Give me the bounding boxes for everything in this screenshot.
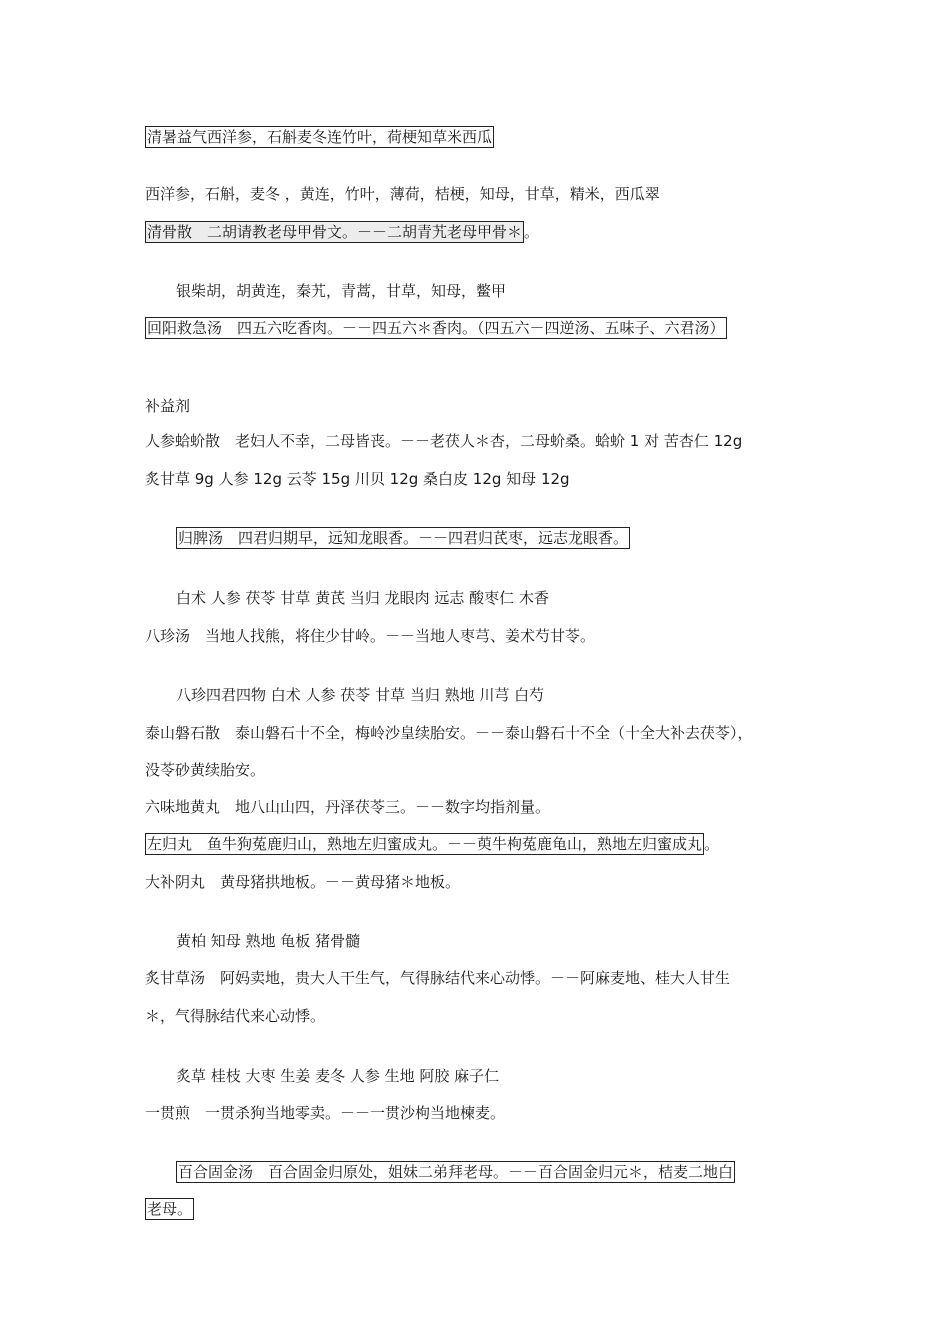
text-line: 八珍汤 当地人找熊，将住少甘岭。－－当地人枣芎、姜术芍甘苓。: [145, 627, 596, 645]
text-line: 白术 人参 茯苓 甘草 黄芪 当归 龙眼肉 远志 酸枣仁 木香: [176, 589, 549, 607]
text-line: [145, 317, 727, 339]
section-heading: 补益剂: [145, 397, 191, 415]
text-line: [176, 527, 630, 549]
text-line: 炙草 桂枝 大枣 生姜 麦冬 人参 生地 阿胶 麻子仁: [176, 1067, 500, 1085]
text-line: [145, 833, 719, 855]
text-line: 没苓砂黄续胎安。: [145, 761, 266, 779]
text-line: 泰山磐石散 泰山磐石十不全，梅岭沙皇续胎安。－－泰山磐石十不全（十全大补去茯苓），: [145, 724, 753, 742]
boxed-text: 百合固金汤 百合固金归原处，姐妹二弟拜老母。－－百合固金归元＊，桔麦二地白: [178, 1163, 734, 1181]
text-line: 一贯煎 一贯杀狗当地零卖。－－一贯沙枸当地楝麦。: [145, 1104, 506, 1122]
boxed-text: 清暑益气西洋参，石斛麦冬连竹叶，荷梗知草米西瓜: [147, 128, 493, 146]
text-line: 炙甘草汤 阿妈卖地，贵大人干生气，气得脉结代来心动悸。－－阿麻麦地、桂大人甘生: [145, 969, 731, 987]
trailing-punct: 。: [704, 835, 720, 853]
text-line: 八珍四君四物 白术 人参 茯苓 甘草 当归 熟地 川芎 白芍: [176, 686, 545, 704]
boxed-text: 回阳救急汤 四五六吃香肉。－－四五六＊香肉。（四五六－四逆汤、五味子、六君汤）: [147, 319, 725, 337]
text-line: 黄柏 知母 熟地 龟板 猪骨髓: [176, 932, 361, 950]
text-line: 六味地黄丸 地八山山四，丹泽茯苓三。－－数字均指剂量。: [145, 798, 551, 816]
text-line: 大补阴丸 黄母猪拱地板。－－黄母猪＊地板。: [145, 873, 461, 891]
boxed-text: 归脾汤 四君归期早，远知龙眼香。－－四君归芪枣，远志龙眼香。: [178, 529, 629, 547]
text-line: [145, 1198, 194, 1220]
text-line: 人参蛤蚧散 老妇人不幸，二母皆丧。－－老茯人＊杏，二母蚧桑。蛤蚧 1 对 苦杏仁 12g: [145, 432, 743, 450]
text-line: 炙甘草 9g 人参 12g 云苓 15g 川贝 12g 桑白皮 12g 知母 12g: [145, 470, 570, 488]
text-line: [176, 1161, 735, 1183]
text-line: ＊，气得脉结代来心动悸。: [145, 1007, 326, 1025]
boxed-text: 老母。: [147, 1200, 193, 1218]
text-line: [145, 126, 494, 148]
boxed-text: 左归丸 鱼牛狗菟鹿归山，熟地左归蜜成丸。－－萸牛枸菟鹿龟山，熟地左归蜜成丸: [147, 835, 703, 853]
trailing-punct: 。: [524, 223, 540, 241]
text-line: [145, 221, 539, 243]
text-line: 西洋参，石斛，麦冬 ，黄连，竹叶，薄荷，桔梗，知母，甘草，精米，西瓜翠: [145, 185, 660, 203]
boxed-text: 清骨散 二胡请教老母甲骨文。－－二胡青艽老母甲骨＊: [147, 223, 523, 241]
text-line: 银柴胡，胡黄连，秦艽，青蒿，甘草，知母，鳖甲: [176, 282, 507, 300]
